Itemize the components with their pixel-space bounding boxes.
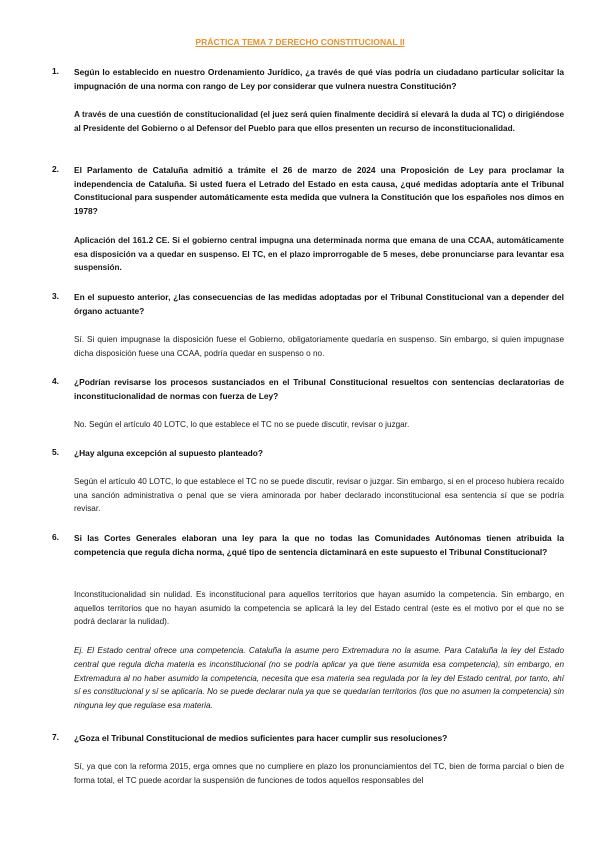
question-text: ¿Podrían revisarse los procesos sustanciados en el Tribunal Constitucional resueltos con sentencias declaratorias de inconstitucionalidad de normas con fuerza de Ley?: [74, 377, 564, 401]
question-text: Si las Cortes Generales elaboran una ley para la que no todas las Comunidades Autónomas tienen atribuida la competencia que regula dicha norma, ¿qué tipo de sentencia dictaminará en este supuesto el Tribunal Constitucional?: [74, 533, 564, 557]
question-number: 6.: [52, 532, 59, 542]
question-number: 3.: [52, 291, 59, 301]
question-2: [52, 164, 564, 218]
question-text: ¿Hay alguna excepción al supuesto planteado?: [74, 448, 263, 458]
question-text: Según lo establecido en nuestro Ordenamiento Jurídico, ¿a través de qué vías podría un ciudadano particular solicitar la impugnación de una norma con rango de Ley por considerar que vulnera nuestra Constitución?: [74, 67, 564, 91]
question-text: En el supuesto anterior, ¿las consecuencias de las medidas adoptadas por el Tribunal Constitucional van a depender del órgano actuante?: [74, 292, 564, 316]
question-number: 1.: [52, 66, 59, 76]
question-text: El Parlamento de Cataluña admitió a trámite el 26 de marzo de 2024 una Proposición de Ley para proclamar la independencia de Cataluña. Si usted fuera el Letrado del Estado en esta causa, ¿qué medidas adoptaría ante el Tribunal Constitucional para suspender automáticamente esta medida que vulnera la Constitución que los españoles nos dimos en 1978?: [74, 165, 564, 216]
question-number: 7.: [52, 732, 59, 742]
answer-7: Sí, ya que con la reforma 2015, erga omnes que no cumpliere en plazo los pronunciamientos del TC, bien de forma parcial o bien de forma total, el TC puede acordar la suspensión de funciones de todos aquellos responsables del: [74, 762, 564, 785]
answer-3: Sí. Si quien impugnase la disposición fuese el Gobierno, obligatoriamente quedaría en suspenso. Sin embargo, si quien impugnase dicha disposición fuese una CCAA, podría quedar en suspenso o no.: [74, 335, 564, 358]
answer-4: No. Según el artículo 40 LOTC, lo que establece el TC no se puede discutir, revisar o juzgar.: [74, 420, 410, 429]
answer-2: Aplicación del 161.2 CE. Si el gobierno central impugna una determinada norma que emana de una CCAA, automáticamente esa disposición va a quedar en suspenso. El TC, en el plazo improrrogable de 5 meses, debe pronunciarse para levantar esa suspensión.: [74, 236, 564, 273]
answer-6: Inconstitucionalidad sin nulidad. Es inconstitucional para aquellos territorios que hayan asumido la competencia. Sin embargo, en aquellos territorios que no hayan asumido la competencia se aplicará la ley del Estado central (este es el motivo por el que no se podrá declarar la nulidad).: [74, 590, 564, 627]
question-6: [52, 532, 564, 559]
question-number: 4.: [52, 376, 59, 386]
question-1: [52, 66, 564, 93]
answer-6-example: Ej. El Estado central ofrece una competencia. Cataluña la asume pero Extremadura no la asume. Para Cataluña la ley del Estado central que regula dicha materia es inconstitucional (no se podría aplicar ya que tiene asumida esa competencia), sin embargo, en Extremadura al no haber asumido la competencia, necesita que esa materia sea regulada por la ley del Estado central, por tanto, ahí sí es constitucional y sí se aplicaría. No se puede declarar nula ya que se quedarían territorios (los que no asumen la competencia) sin ninguna ley que regulase esa materia.: [74, 646, 564, 711]
question-number: 2.: [52, 164, 59, 174]
question-text: ¿Goza el Tribunal Constitucional de medios suficientes para hacer cumplir sus resoluciones?: [74, 733, 448, 743]
answer-5: Según el artículo 40 LOTC, lo que establece el TC no se puede discutir, revisar o juzgar. Sin embargo, si en el proceso hubiera recaído una sanción administrativa o penal que se viera aminorada por haber declarado inconstitucional esa sentencia sí que se podría revisar.: [74, 477, 565, 514]
answer-1: A través de una cuestión de constitucionalidad (el juez será quien finalmente decidirá si elevará la duda al TC) o dirigiéndose al Presidente del Gobierno o al Defensor del Pueblo para que ellos presenten un recurso de inconstitucionalidad.: [74, 110, 564, 133]
question-3: [52, 291, 564, 318]
question-5: [52, 447, 564, 461]
page-title: PRÁCTICA TEMA 7 DERECHO CONSTITUCIONAL II: [195, 37, 405, 47]
question-7: [52, 732, 564, 746]
question-4: [52, 376, 564, 403]
question-number: 5.: [52, 447, 59, 457]
